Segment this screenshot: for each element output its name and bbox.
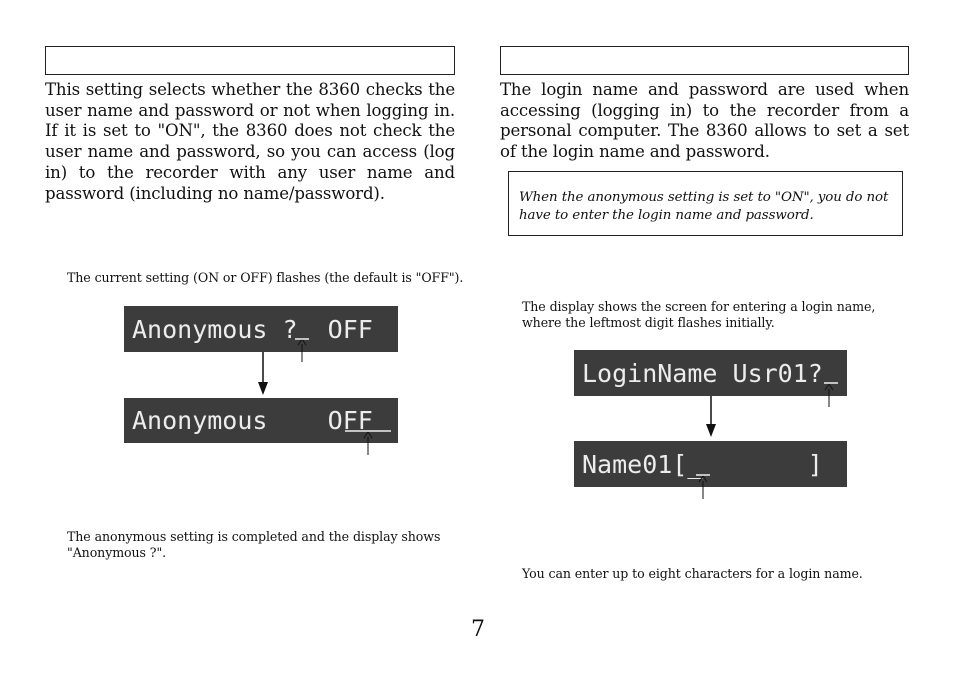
page-number: 7 bbox=[471, 617, 485, 642]
login-step-note: The display shows the screen for entering a login name, where the leftmost digit flashes initially. bbox=[522, 299, 876, 330]
right-pointer-arrow-2 bbox=[699, 476, 707, 499]
right-flow-down-arrow bbox=[706, 396, 716, 437]
login-description: The login name and password are used when accessing (logging in) to the recorder from a personal computer. The 8360 allows to set a set of the login name and password. bbox=[500, 80, 909, 162]
lcd-text: Anonymous ? OFF bbox=[132, 314, 373, 344]
anonymous-complete-note: The anonymous setting is completed and the display shows "Anonymous ?". bbox=[67, 529, 441, 560]
lcd-text: Name01[_ ] bbox=[582, 449, 823, 479]
left-flow-down-arrow bbox=[258, 352, 268, 395]
login-length-note: You can enter up to eight characters for a login name. bbox=[522, 566, 863, 581]
left-pointer-arrow-1 bbox=[298, 339, 306, 362]
left-pointer-arrow-2 bbox=[364, 432, 372, 455]
lcd-text: LoginName Usr01? bbox=[582, 358, 823, 388]
anonymous-tip-text: When the anonymous setting is set to "ON", you do not have to enter the login name and password. bbox=[519, 190, 889, 223]
right-pointer-arrow-1 bbox=[825, 384, 833, 407]
anonymous-description: This setting selects whether the 8360 checks the user name and password or not when logging in. If it is set to "ON", the 8360 does not check the user name and password, so you can access (log in) to the recorder with any user name and password (including no name/password). bbox=[45, 80, 455, 203]
lcd-text: Anonymous OFF bbox=[132, 406, 373, 435]
anonymous-step-note: The current setting (ON or OFF) flashes (the default is "OFF"). bbox=[67, 270, 464, 285]
